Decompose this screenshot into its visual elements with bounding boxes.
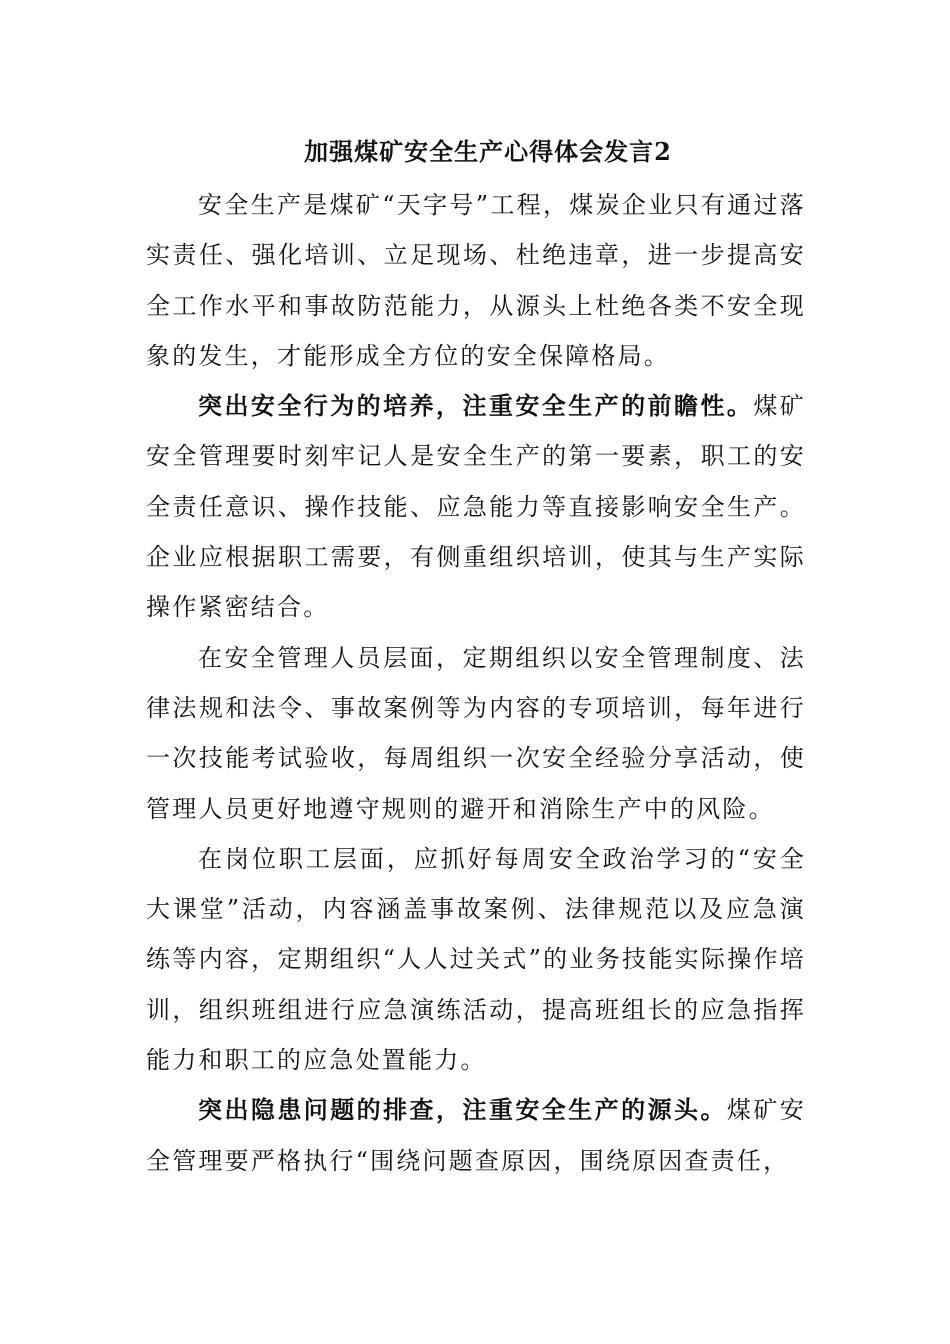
- paragraph-safety-behavior: [146, 381, 806, 632]
- document-title: 加强煤矿安全生产心得体会发言2: [304, 137, 672, 166]
- paragraph-heading: 突出安全行为的培养，注重安全生产的前瞻性。: [198, 391, 754, 421]
- paragraph-text: 在安全管理人员层面，定期组织以安全管理制度、法律法规和法令、事故案例等为内容的专项培训，每年进行一次技能考试验收，每周组织一次安全经验分享活动，使管理人员更好地遵守规则的避开和消除生产中的风险。: [146, 643, 806, 823]
- paragraph-managers: [146, 633, 806, 834]
- paragraph-text: 在岗位职工层面，应抓好每周安全政治学习的“安全大课堂”活动，内容涵盖事故案例、法律规范以及应急演练等内容，定期组织“人人过关式”的业务技能实际操作培训，组织班组进行应急演练活动，提高班组长的应急指挥能力和职工的应急处置能力。: [146, 844, 806, 1075]
- paragraph-text: 煤矿安全管理要时刻牢记人是安全生产的第一要素，职工的安全责任意识、操作技能、应急能力等直接影响安全生产。企业应根据职工需要，有侧重组织培训，使其与生产实际操作紧密结合。: [146, 392, 807, 622]
- paragraph-hazard-check: [146, 1085, 806, 1186]
- paragraph-intro: [146, 180, 806, 381]
- paragraph-text: 安全生产是煤矿“天字号”工程，煤炭企业只有通过落实责任、强化培训、立足现场、杜绝违章，进一步提高安全工作水平和事故防范能力，从源头上杜绝各类不安全现象的发生，才能形成全方位的安全保障格局。: [146, 191, 806, 370]
- paragraph-text: 煤矿安全管理要严格执行“围绕问题查原因，围绕原因查责任，: [146, 1096, 806, 1175]
- paragraph-workers: [146, 834, 806, 1085]
- document-body: [146, 130, 806, 1186]
- paragraph-heading: 突出隐患问题的排查，注重安全生产的源头。: [198, 1095, 727, 1125]
